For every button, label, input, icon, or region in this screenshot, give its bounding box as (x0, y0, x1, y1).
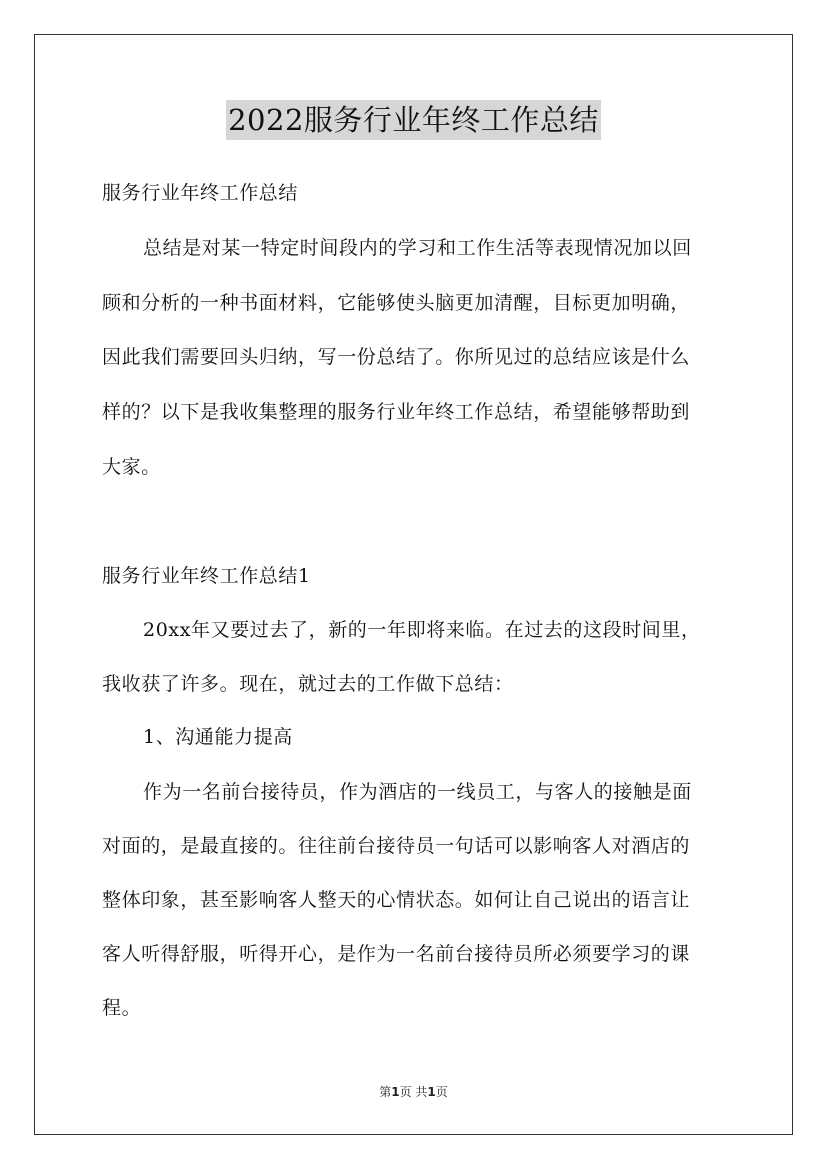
paragraph-line: 大家。 (102, 456, 161, 478)
paragraph-line: 顾和分析的一种书面材料，它能够使头脑更加清醒，目标更加明确， (102, 292, 691, 314)
footer-page-mid: 页 共 (399, 1085, 428, 1099)
paragraph-line: 整体印象，甚至影响客人整天的心情状态。如何让自己说出的语言让 (102, 889, 691, 911)
section-heading: 服务行业年终工作总结1 (102, 565, 311, 587)
footer-page-suffix: 页 (435, 1085, 448, 1099)
paragraph-line: 因此我们需要回头归纳，写一份总结了。你所见过的总结应该是什么 (102, 346, 691, 368)
paragraph-line: 作为一名前台接待员，作为酒店的一线员工，与客人的接触是面 (143, 781, 692, 803)
document-title: 2022服务行业年终工作总结 (226, 100, 601, 140)
paragraph-line: 我收获了许多。现在，就过去的工作做下总结： (102, 673, 514, 695)
paragraph-line: 总结是对某一特定时间段内的学习和工作生活等表现情况加以回 (143, 237, 692, 259)
subsection-heading: 1、沟通能力提高 (143, 726, 293, 748)
paragraph-line: 程。 (102, 997, 142, 1019)
page-footer (0, 1084, 827, 1100)
footer-page-total: 1 (427, 1085, 436, 1099)
paragraph-line: 客人听得舒服，听得开心，是作为一名前台接待员所必须要学习的课 (102, 943, 691, 965)
section-heading: 服务行业年终工作总结 (102, 182, 299, 204)
paragraph-line: 20xx年又要过去了，新的一年即将来临。在过去的这段时间里， (143, 619, 701, 641)
paragraph-line: 对面的，是最直接的。往往前台接待员一句话可以影响客人对酒店的 (102, 835, 691, 857)
paragraph-line: 样的？以下是我收集整理的服务行业年终工作总结，希望能够帮助到 (102, 401, 691, 423)
title-container (0, 100, 827, 140)
footer-page-number: 1 (391, 1085, 400, 1099)
footer-page-prefix: 第 (379, 1085, 392, 1099)
